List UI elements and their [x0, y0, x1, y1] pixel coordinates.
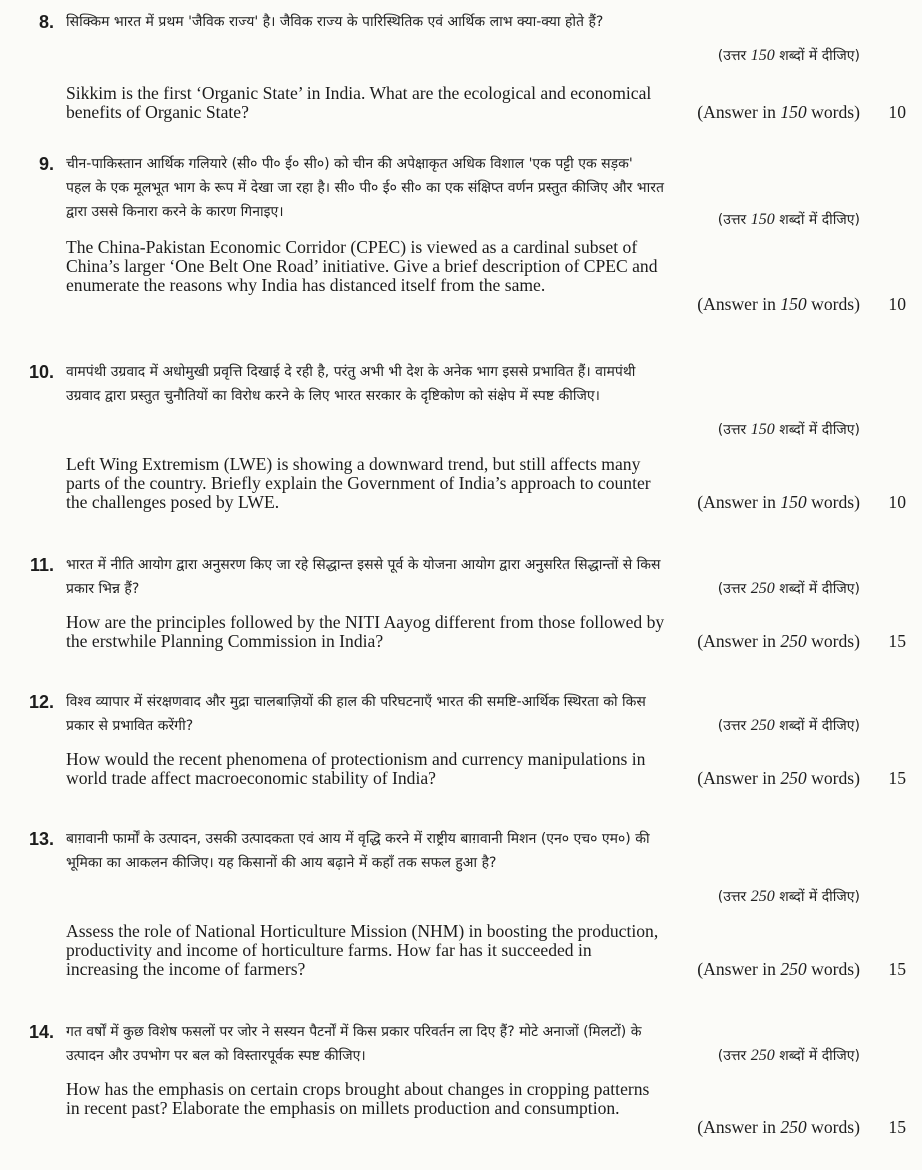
question-marks: 15: [888, 768, 906, 788]
hindi-word-limit: [718, 577, 860, 601]
english-instruction-suffix: words): [811, 959, 860, 979]
hindi-word-count: 250: [750, 888, 775, 905]
hindi-line: बाग़वानी फार्मों के उत्पादन, उसकी उत्पादकता एवं आय में वृद्धि करने में राष्ट्रीय बाग़वानी मिशन (एन० एच० एम०) की: [66, 831, 650, 847]
hindi-instruction-suffix: शब्दों में दीजिए): [779, 422, 860, 438]
hindi-instruction-suffix: शब्दों में दीजिए): [779, 48, 860, 64]
hindi-line: पहल के एक मूलभूत भाग के रूप में देखा जा रहा है। सी० पी० ई० सी० का एक संक्षिप्त वर्णन प्रस्तुत कीजिए और भारत: [66, 180, 664, 196]
hindi-line: सिक्किम भारत में प्रथम 'जैविक राज्य' है। जैविक राज्य के पारिस्थितिक एवं आर्थिक लाभ क्या-क्या होते हैं?: [66, 14, 604, 30]
hindi-word-count: 250: [750, 1047, 775, 1064]
english-line: in recent past? Elaborate the emphasis on millets production and consumption.: [66, 1098, 620, 1118]
english-line: parts of the country. Briefly explain the Government of India’s approach to counter: [66, 473, 651, 493]
hindi-word-count: 250: [750, 717, 775, 734]
hindi-instruction-suffix: शब्दों में दीजिए): [779, 889, 860, 905]
question-marks: 15: [888, 631, 906, 651]
question-marks: 15: [888, 959, 906, 979]
hindi-word-limit: [718, 885, 860, 909]
hindi-instruction-suffix: शब्दों में दीजिए): [779, 212, 860, 228]
question-block: [0, 690, 922, 840]
question-number: 8.: [38, 12, 54, 32]
hindi-line: भूमिका का आकलन कीजिए। यह किसानों की आय बढ़ाने में कहाँ तक सफल हुआ है?: [66, 855, 497, 871]
hindi-word-limit: [718, 44, 860, 68]
english-line: the erstwhile Planning Commission in India?: [66, 631, 384, 651]
question-marks: 10: [888, 492, 906, 512]
hindi-line: प्रकार से प्रभावित करेंगी?: [66, 718, 194, 734]
question-hindi-text: [66, 10, 866, 34]
english-line: How are the principles followed by the NITI Aayog different from those followed by: [66, 612, 665, 632]
english-line: How would the recent phenomena of protectionism and currency manipulations in: [66, 749, 646, 769]
hindi-instruction-prefix: (उत्तर: [717, 581, 747, 597]
english-line: benefits of Organic State?: [66, 102, 249, 122]
english-word-limit: [697, 103, 860, 122]
hindi-line: प्रकार भिन्न हैं?: [66, 581, 140, 597]
question-number: 13.: [28, 829, 54, 849]
english-line: enumerate the reasons why India has distanced itself from the same.: [66, 275, 546, 295]
english-word-limit: [697, 769, 860, 788]
english-instruction-prefix: (Answer in: [697, 102, 776, 122]
english-instruction-suffix: words): [811, 102, 860, 122]
english-instruction-suffix: words): [811, 294, 860, 314]
hindi-instruction-suffix: शब्दों में दीजिए): [779, 1048, 860, 1064]
english-instruction-suffix: words): [811, 631, 860, 651]
english-word-limit: [697, 493, 860, 512]
hindi-instruction-prefix: (उत्तर: [717, 718, 747, 734]
question-marks: 15: [888, 1117, 906, 1137]
english-line: How has the emphasis on certain crops brought about changes in cropping patterns: [66, 1079, 650, 1099]
english-word-count: 150: [780, 492, 807, 512]
english-instruction-prefix: (Answer in: [697, 1117, 776, 1137]
english-word-limit: [697, 632, 860, 651]
english-instruction-prefix: (Answer in: [697, 768, 776, 788]
english-line: The China-Pakistan Economic Corridor (CPEC) is viewed as a cardinal subset of: [66, 237, 638, 257]
hindi-line: भारत में नीति आयोग द्वारा अनुसरण किए जा रहे सिद्धान्त इससे पूर्व के योजना आयोग द्वारा अनुसरित सिद्धान्तों से किस: [66, 557, 661, 573]
hindi-line: वामपंथी उग्रवाद में अधोमुखी प्रवृत्ति दिखाई दे रही है, परंतु अभी भी देश के अनेक भाग इससे प्रभावित हैं। वामपंथी: [66, 364, 636, 380]
hindi-instruction-prefix: (उत्तर: [717, 1048, 747, 1064]
english-word-limit: [697, 960, 860, 979]
english-word-count: 250: [780, 768, 807, 788]
english-instruction-prefix: (Answer in: [697, 294, 776, 314]
english-word-count: 250: [780, 1117, 807, 1137]
hindi-word-limit: [718, 208, 860, 232]
english-line: productivity and income of horticulture farms. How far has it succeeded in: [66, 940, 592, 960]
hindi-word-limit: [718, 418, 860, 442]
english-line: Sikkim is the first ‘Organic State’ in India. What are the ecological and economical: [66, 83, 652, 103]
question-block: [0, 360, 922, 510]
question-english-text: [66, 238, 866, 295]
hindi-instruction-prefix: (उत्तर: [717, 889, 747, 905]
hindi-instruction-suffix: शब्दों में दीजिए): [779, 718, 860, 734]
english-instruction-suffix: words): [811, 492, 860, 512]
question-english-text: [66, 1080, 866, 1118]
question-number: 10.: [28, 362, 54, 382]
question-hindi-text: [66, 827, 866, 875]
hindi-instruction-suffix: शब्दों में दीजिए): [779, 581, 860, 597]
english-word-count: 250: [780, 959, 807, 979]
english-instruction-prefix: (Answer in: [697, 492, 776, 512]
english-line: increasing the income of farmers?: [66, 959, 306, 979]
english-line: Left Wing Extremism (LWE) is showing a downward trend, but still affects many: [66, 454, 641, 474]
hindi-word-count: 150: [750, 47, 775, 64]
english-word-count: 250: [780, 631, 807, 651]
hindi-instruction-prefix: (उत्तर: [717, 48, 747, 64]
english-word-count: 150: [780, 102, 807, 122]
hindi-line: द्वारा उससे किनारा करने के कारण गिनाइए।: [66, 204, 284, 220]
question-block: [0, 10, 922, 160]
english-line: the challenges posed by LWE.: [66, 492, 280, 512]
english-line: Assess the role of National Horticulture Mission (NHM) in boosting the production,: [66, 921, 659, 941]
english-word-limit: [697, 295, 860, 314]
question-block: [0, 1020, 922, 1170]
question-block: [0, 152, 922, 314]
english-instruction-suffix: words): [811, 1117, 860, 1137]
hindi-line: गत वर्षों में कुछ विशेष फसलों पर जोर ने सस्यन पैटर्नों में किस प्रकार परिवर्तन ला दिए हैं? मोटे अनाजों (मिलटों) के: [66, 1024, 642, 1040]
question-marks: 10: [888, 294, 906, 314]
english-word-limit: [697, 1118, 860, 1137]
question-block: [0, 827, 922, 977]
english-line: world trade affect macroeconomic stability of India?: [66, 768, 436, 788]
hindi-line: चीन-पाकिस्तान आर्थिक गलियारे (सी० पी० ई० सी०) को चीन की अपेक्षाकृत अधिक विशाल 'एक पट्टी एक सड़क': [66, 156, 633, 172]
question-number: 9.: [38, 154, 54, 174]
hindi-word-count: 150: [750, 421, 775, 438]
hindi-instruction-prefix: (उत्तर: [717, 212, 747, 228]
question-marks: 10: [888, 102, 906, 122]
hindi-word-limit: [718, 714, 860, 738]
hindi-instruction-prefix: (उत्तर: [717, 422, 747, 438]
hindi-word-count: 250: [750, 580, 775, 597]
question-number: 14.: [28, 1022, 54, 1042]
english-instruction-prefix: (Answer in: [697, 959, 776, 979]
question-number: 12.: [28, 692, 54, 712]
hindi-line: विश्व व्यापार में संरक्षणवाद और मुद्रा चालबाज़ियों की हाल की परिघटनाएँ भारत की समष्टि-आर्थिक स्थिरता को किस: [66, 694, 646, 710]
hindi-line: उत्पादन और उपभोग पर बल को विस्तारपूर्वक स्पष्ट कीजिए।: [66, 1048, 366, 1064]
question-number: 11.: [29, 555, 54, 575]
hindi-word-limit: [718, 1044, 860, 1068]
english-instruction-prefix: (Answer in: [697, 631, 776, 651]
english-instruction-suffix: words): [811, 768, 860, 788]
english-line: China’s larger ‘One Belt One Road’ initiative. Give a brief description of CPEC and: [66, 256, 658, 276]
hindi-line: उग्रवाद द्वारा प्रस्तुत चुनौतियों का विरोध करने के लिए भारत सरकार के दृष्टिकोण को संक्षेप में स्पष्ट कीजिए।: [66, 388, 600, 404]
english-word-count: 150: [780, 294, 807, 314]
hindi-word-count: 150: [750, 211, 775, 228]
question-hindi-text: [66, 360, 866, 408]
question-block: [0, 553, 922, 703]
